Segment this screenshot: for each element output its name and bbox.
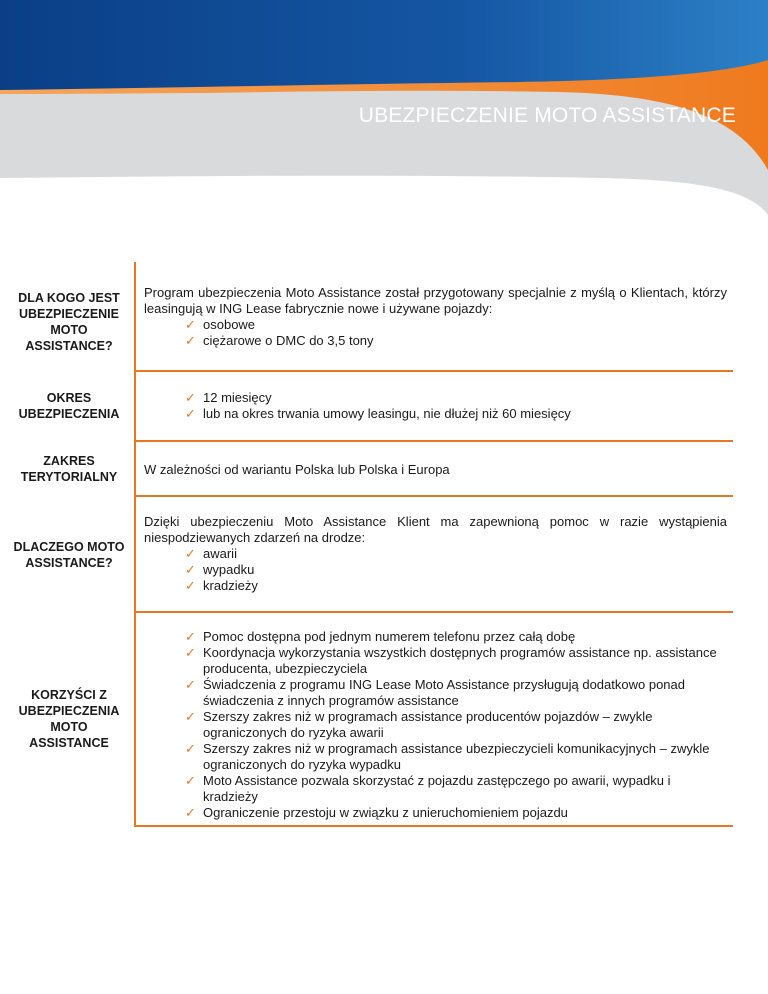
list-item: [181, 546, 727, 562]
list-item-text: ciężarowe o DMC do 3,5 tony: [203, 333, 374, 348]
section-label-dlaczego: DLACZEGO MOTO ASSISTANCE?: [13, 540, 125, 570]
section-content-okres: [144, 390, 727, 422]
list-item-text: Koordynacja wykorzystania wszystkich dostępnych programów assistance np. assistance producenta, ubezpieczyciela: [203, 645, 717, 676]
list-item-text: wypadku: [203, 562, 255, 577]
list-item: [181, 677, 727, 709]
checkmark-icon: ✓: [185, 578, 196, 593]
checkmark-icon: ✓: [185, 317, 196, 332]
checkmark-icon: ✓: [185, 629, 196, 644]
checkmark-icon: ✓: [185, 741, 196, 756]
section-content-korzysci: [144, 629, 727, 821]
header-banner: [0, 0, 768, 215]
checkmark-icon: ✓: [185, 645, 196, 660]
list-item: [181, 578, 727, 594]
list-item-text: Pomoc dostępna pod jednym numerem telefonu przez całą dobę: [203, 629, 576, 644]
list-item-text: lub na okres trwania umowy leasingu, nie dłużej niż 60 miesięcy: [203, 406, 571, 421]
list-item-text: osobowe: [203, 317, 256, 332]
list-item: [181, 645, 727, 677]
checkmark-icon: ✓: [185, 709, 196, 724]
section-divider: [134, 440, 733, 442]
section-divider: [134, 825, 733, 827]
check-list: [144, 317, 727, 349]
checkmark-icon: ✓: [185, 773, 196, 788]
section-content-zakres: [144, 462, 727, 478]
list-item: [181, 333, 727, 349]
checkmark-icon: ✓: [185, 546, 196, 561]
list-item: [181, 390, 727, 406]
section-label-dla-kogo: DLA KOGO JEST UBEZPIECZENIE MOTO ASSISTANCE?: [18, 291, 120, 353]
list-item-text: Świadczenia z programu ING Lease Moto Assistance przysługują dodatkowo ponad świadczenia z innych programów assistance: [203, 677, 685, 708]
section-divider: [134, 370, 733, 372]
section-divider: [134, 611, 733, 613]
section-label-korzysci: KORZYŚCI Z UBEZPIECZENIA MOTO ASSISTANCE: [18, 688, 120, 750]
list-item-text: Szerszy zakres niż w programach assistance ubezpieczycieli komunikacyjnych – zwykle ograniczonych do ryzyka wypadku: [203, 741, 710, 772]
checkmark-icon: ✓: [185, 390, 196, 405]
list-item: [181, 317, 727, 333]
section-intro: Program ubezpieczenia Moto Assistance został przygotowany specjalnie z myślą o Klientach, którzy leasingują w ING Lease fabrycznie nowe i używane pojazdy:: [144, 285, 727, 316]
checkmark-icon: ✓: [185, 805, 196, 820]
checkmark-icon: ✓: [185, 562, 196, 577]
list-item: [181, 709, 727, 741]
list-item-text: Szerszy zakres niż w programach assistance producentów pojazdów – zwykle ograniczonych do ryzyka awarii: [203, 709, 653, 740]
checkmark-icon: ✓: [185, 406, 196, 421]
list-item: [181, 805, 727, 821]
check-list: [144, 390, 727, 422]
section-label-okres: OKRES UBEZPIECZENIA: [18, 391, 120, 421]
list-item: [181, 406, 727, 422]
list-item-text: Moto Assistance pozwala skorzystać z pojazdu zastępczego po awarii, wypadku i kradzieży: [203, 773, 671, 804]
check-list: [144, 629, 727, 821]
checkmark-icon: ✓: [185, 677, 196, 692]
section-label-zakres: ZAKRES TERYTORIALNY: [20, 454, 118, 484]
list-item-text: Ograniczenie przestoju w związku z unieruchomieniem pojazdu: [203, 805, 568, 820]
checkmark-icon: ✓: [185, 333, 196, 348]
list-item-text: 12 miesięcy: [203, 390, 272, 405]
list-item: [181, 741, 727, 773]
list-item-text: kradzieży: [203, 578, 258, 593]
list-item: [181, 629, 727, 645]
section-divider: [134, 495, 733, 497]
section-content-dlaczego: [144, 514, 727, 594]
list-item-text: awarii: [203, 546, 237, 561]
page-title: UBEZPIECZENIE MOTO ASSISTANCE: [358, 104, 736, 127]
section-content-dla-kogo: [144, 285, 727, 349]
check-list: [144, 546, 727, 594]
list-item: [181, 773, 727, 805]
section-intro: W zależności od wariantu Polska lub Polska i Europa: [144, 462, 450, 477]
vertical-divider: [134, 262, 136, 827]
list-item: [181, 562, 727, 578]
section-intro: Dzięki ubezpieczeniu Moto Assistance Klient ma zapewnioną pomoc w razie wystąpienia niespodziewanych zdarzeń na drodze:: [144, 514, 727, 545]
